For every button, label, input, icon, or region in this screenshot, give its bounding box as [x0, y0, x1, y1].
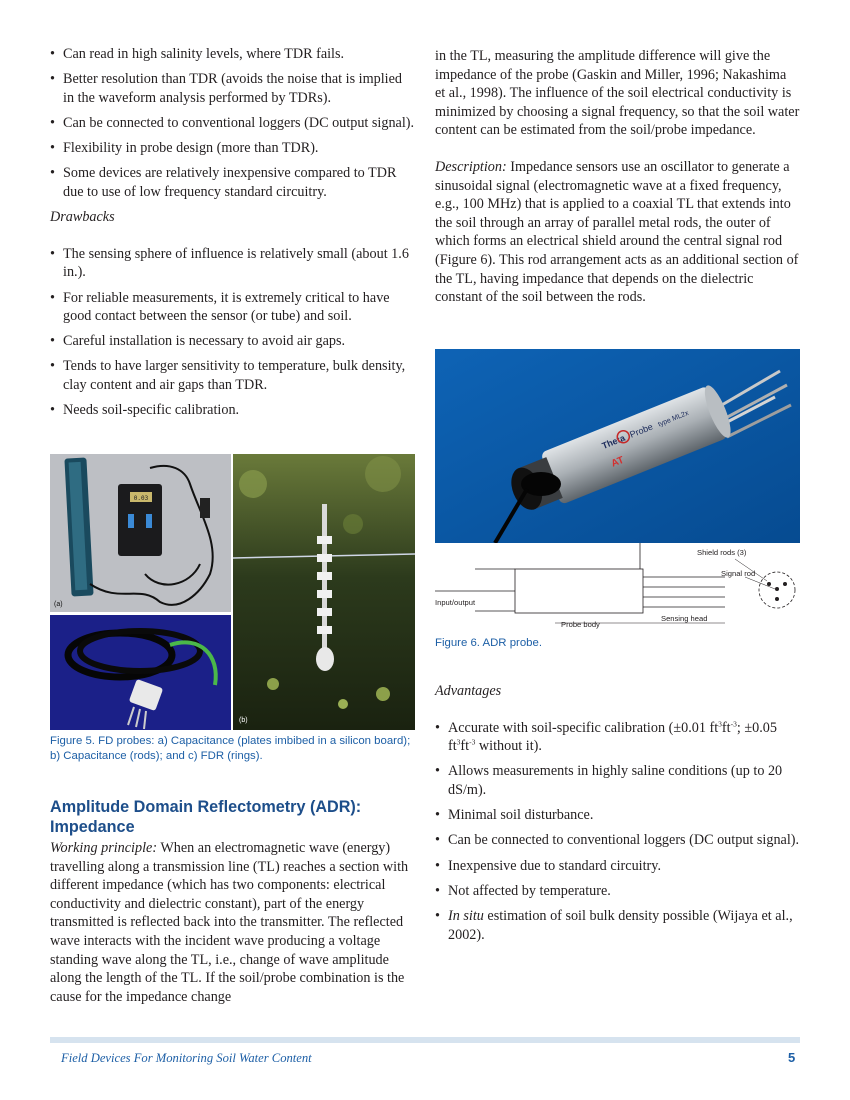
figure5-caption: Figure 5. FD probes: a) Capacitance (plates imbibed in a silicon board); b) Capacitance (rods); and c) FDR (rings).: [50, 735, 411, 762]
list-item: • Flexibility in probe design (more than TDR).: [50, 139, 415, 158]
list-item: • Can be connected to conventional loggers (DC output signal).: [435, 831, 800, 850]
working-principle-paragraph: [50, 839, 415, 1006]
figure5-label-a: (a): [54, 601, 63, 608]
list-item: • Not affected by temperature.: [435, 882, 800, 901]
description-label: Description:: [435, 158, 507, 175]
right-column: [435, 47, 800, 307]
diagram-label-signal-rod: Signal rod: [721, 569, 756, 578]
list-item: • Minimal soil disturbance.: [435, 806, 800, 825]
list-item: • For reliable measurements, it is extremely critical to have good contact between the sensor (or tube) and soil.: [50, 289, 415, 326]
figure6-caption: Figure 6. ADR probe.: [435, 637, 542, 649]
list-item: • Tends to have larger sensitivity to temperature, bulk density, clay content and air gaps than TDR.: [50, 357, 415, 394]
list-item: • The sensing sphere of influence is relatively small (about 1.6 in.).: [50, 245, 415, 282]
figure6-probe-photo: [435, 349, 800, 543]
svg-text:0.03: 0.03: [133, 495, 149, 502]
diagram-label-input-output: Input/output: [435, 598, 476, 607]
fdr-cable-illustration: [50, 615, 231, 730]
list-item: • Accurate with soil-specific calibration (±0.01 $ft^3ft^{-3}$; ±0.05 $ft^3ft^{-3}$ without it).: [435, 719, 800, 756]
adr-schematic: [435, 543, 800, 635]
description-paragraph: [435, 158, 800, 307]
field-rods-illustration: [233, 454, 415, 730]
adr-probe-illustration: [435, 349, 800, 543]
figure5-photos: [50, 454, 415, 730]
left-column: [50, 45, 415, 426]
section-heading-adr: Amplitude Domain Reflectometry (ADR): Impedance: [50, 798, 362, 836]
list-item: • Needs soil-specific calibration.: [50, 401, 415, 420]
footer-title: Field Devices For Monitoring Soil Water Content: [61, 1051, 312, 1065]
list-item: • Careful installation is necessary to avoid air gaps.: [50, 332, 415, 351]
photo-capacitance-plate: [50, 454, 231, 612]
photo-capacitance-rods-field: [233, 454, 415, 730]
list-item: • Inexpensive due to standard circuitry.: [435, 857, 800, 876]
figure6-probe-diagram: [435, 543, 800, 635]
list-item: • Some devices are relatively inexpensive compared to TDR due to use of low frequency standard circuitry.: [50, 164, 415, 201]
probe-logo: AT: [609, 454, 626, 470]
advantages-list: [435, 719, 800, 945]
photo-fdr-rings: [50, 615, 231, 730]
advantages-block: [435, 681, 800, 951]
page-number: 5: [788, 1050, 796, 1065]
drawbacks-list: [50, 245, 415, 420]
probe-brand-theta: Theta: [600, 432, 627, 451]
working-principle-block: [50, 839, 415, 1006]
diagram-label-shield-rods: Shield rods (3): [697, 548, 747, 557]
figure5-label-b: (b): [239, 717, 248, 724]
footer-bar: [50, 1037, 800, 1043]
working-principle-text: When an electromagnetic wave (energy) travelling along a transmission line (TL) reaches a section with different impedance (which has two components: electrical conductivity and dielectric constant), part of the energy transmitted is reflected back into the transmitter. The reflected wave interacts with the incident wave producing a voltage standing wave along the TL, i.e., change of wave amplitude along the length of the TL. If the soil/probe combination is the cause for the impedance change: [50, 840, 409, 1005]
list-item: • Can be connected to conventional loggers (DC output signal).: [50, 114, 415, 133]
drawbacks-heading: Drawbacks: [50, 209, 115, 226]
description-text: Impedance sensors use an oscillator to generate a sinusoidal signal (electromagnetic wave at a fixed frequency, e.g., 100 MHz) that is applied to a coaxial TL that extends into the soil through an array of parallel metal rods, the outer of which forms an electrical shield around the central signal rod (Figure 6). This rod arrangement acts as an additional section of the TL, having impedance that depends on the dielectric constant of the soil between the rods.: [435, 158, 799, 306]
list-item: • Better resolution than TDR (avoids the noise that is implied in the waveform analysis performed by TDRs).: [50, 70, 415, 107]
probe-model: type ML2x: [657, 409, 690, 429]
list-item: • Can read in high salinity levels, where TDR fails.: [50, 45, 415, 64]
list-item: • Allows measurements in highly saline conditions (up to 20 dS/m).: [435, 762, 800, 799]
advantages-continued-list: [50, 45, 415, 202]
advantages-heading: Advantages: [435, 683, 502, 699]
probe-brand-probe: Probe: [628, 421, 655, 440]
diagram-label-sensing-head: Sensing head: [661, 614, 708, 623]
diagram-label-probe-body: Probe body: [561, 620, 600, 629]
list-item: • In situ estimation of soil bulk density possible (Wijaya et al., 2002).: [435, 907, 800, 944]
continued-paragraph: in the TL, measuring the amplitude difference will give the impedance of the probe (Gaskin and Miller, 1996; Nakashima et al., 1998). The influence of the soil electrical conductivity is minimized by choosing a signal frequency, so that the soil water content can be estimated from the soil/probe impedance.: [435, 48, 800, 139]
working-principle-label: Working principle:: [50, 840, 158, 856]
capacitance-device-illustration: [50, 454, 231, 612]
